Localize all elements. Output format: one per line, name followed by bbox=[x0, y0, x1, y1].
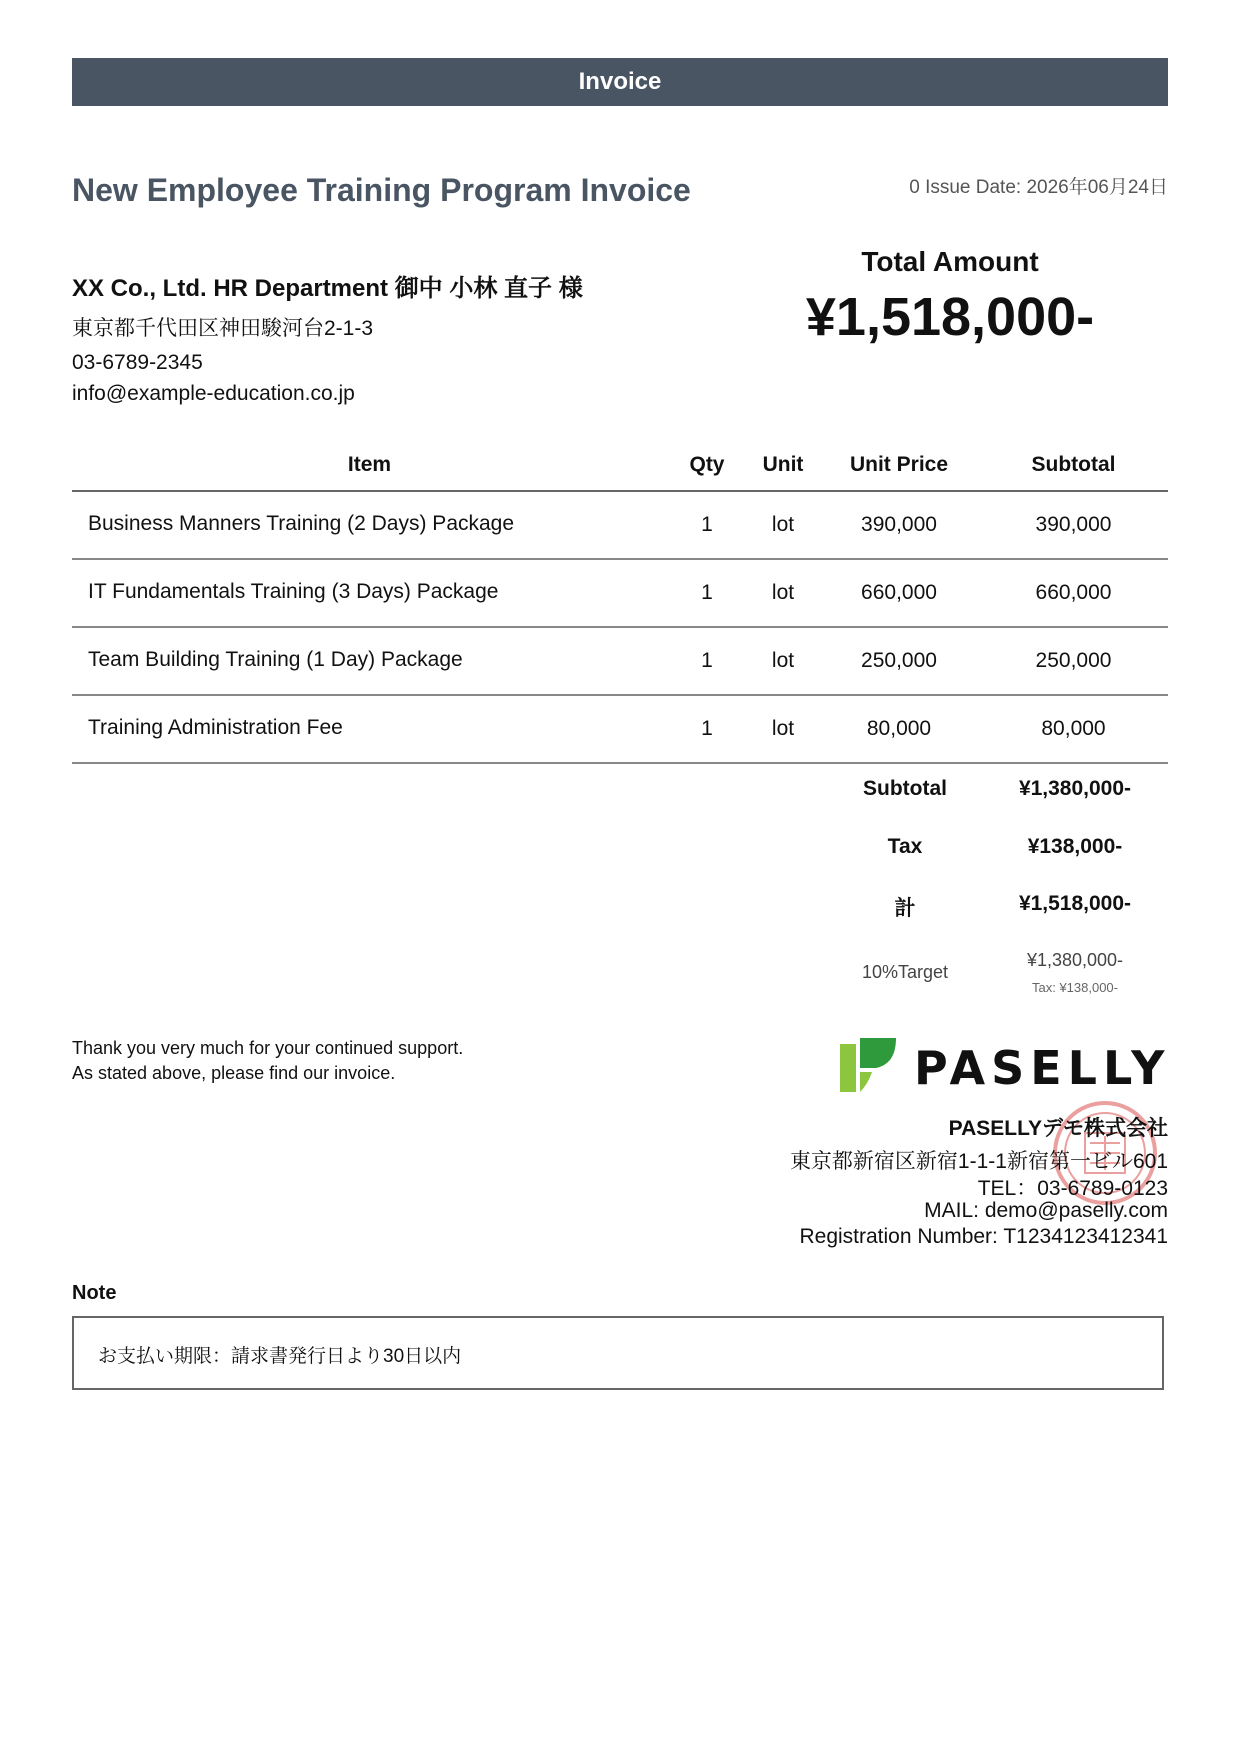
row-unit-price: 250,000 bbox=[819, 627, 979, 695]
thanks-line-2: As stated above, please find our invoice. bbox=[72, 1063, 396, 1083]
row-unit: lot bbox=[747, 695, 819, 763]
table-row bbox=[72, 559, 1168, 627]
row-unit-price: 660,000 bbox=[819, 559, 979, 627]
issuer-tel: TEL：03-6789-0123 bbox=[977, 1177, 1168, 1200]
header-unit-price: Unit Price bbox=[819, 440, 979, 491]
header-title: Invoice bbox=[578, 68, 662, 95]
thanks-line-1: Thank you very much for your continued support. bbox=[72, 1038, 464, 1058]
row-subtotal: 390,000 bbox=[979, 491, 1168, 559]
total-amount-value: ¥1,518,000- bbox=[805, 287, 1095, 347]
summary-total-label: 計 bbox=[894, 897, 916, 920]
summary-subtotal-label: Subtotal bbox=[863, 777, 947, 800]
row-subtotal: 80,000 bbox=[979, 695, 1168, 763]
issue-date: 0 Issue Date: 2026年06月24日 bbox=[909, 177, 1168, 198]
tax-target-tax: Tax: ¥138,000- bbox=[1031, 980, 1118, 995]
tax-target-label: 10%Target bbox=[861, 962, 949, 982]
header-item: Item bbox=[72, 440, 667, 491]
document-title: New Employee Training Program Invoice bbox=[72, 172, 691, 208]
row-qty: 1 bbox=[667, 695, 747, 763]
note-label: Note bbox=[72, 1282, 117, 1304]
row-subtotal: 660,000 bbox=[979, 559, 1168, 627]
issuer-address: 東京都新宿区新宿1-1-1新宿第一ビル601 bbox=[789, 1150, 1168, 1173]
row-unit: lot bbox=[747, 559, 819, 627]
header-subtotal: Subtotal bbox=[979, 440, 1168, 491]
row-unit-price: 80,000 bbox=[819, 695, 979, 763]
summary-subtotal-value: ¥1,380,000- bbox=[1018, 777, 1132, 800]
row-unit: lot bbox=[747, 491, 819, 559]
row-qty: 1 bbox=[667, 559, 747, 627]
row-qty: 1 bbox=[667, 627, 747, 695]
table-row bbox=[72, 627, 1168, 695]
row-unit-price: 390,000 bbox=[819, 491, 979, 559]
recipient-name: XX Co., Ltd. HR Department 御中 小林 直子 様 bbox=[72, 275, 583, 302]
paselly-logo bbox=[838, 1034, 1170, 1094]
table-row bbox=[72, 695, 1168, 763]
header-qty: Qty bbox=[667, 440, 747, 491]
note-box bbox=[72, 1316, 1164, 1390]
table-row bbox=[72, 491, 1168, 559]
summary-tax-label: Tax bbox=[887, 835, 923, 858]
tax-target-amount: ¥1,380,000- bbox=[1026, 950, 1124, 970]
row-item: Business Manners Training (2 Days) Package bbox=[72, 491, 667, 559]
summary-total-value: ¥1,518,000- bbox=[1018, 892, 1132, 915]
recipient-tel: 03-6789-2345 bbox=[72, 351, 203, 374]
issuer-mail: MAIL: demo@paselly.com bbox=[924, 1199, 1168, 1222]
recipient-address: 東京都千代田区神田駿河台2-1-3 bbox=[72, 317, 374, 340]
row-item: Team Building Training (1 Day) Package bbox=[72, 627, 667, 695]
row-subtotal: 250,000 bbox=[979, 627, 1168, 695]
header-bar bbox=[72, 58, 1168, 106]
logo-text: PASELLY bbox=[914, 1041, 1170, 1094]
issuer-company: PASELLYデモ株式会社 bbox=[948, 1117, 1168, 1140]
row-item: Training Administration Fee bbox=[72, 695, 667, 763]
total-amount-label: Total Amount bbox=[861, 246, 1039, 277]
items-table bbox=[72, 440, 1168, 764]
recipient-email: info@example-education.co.jp bbox=[72, 382, 355, 405]
row-unit: lot bbox=[747, 627, 819, 695]
note-text: お支払い期限：請求書発行日より30日以内 bbox=[98, 1346, 462, 1367]
row-item: IT Fundamentals Training (3 Days) Package bbox=[72, 559, 667, 627]
issuer-registration: Registration Number: T1234123412341 bbox=[799, 1225, 1168, 1248]
summary-tax-value: ¥138,000- bbox=[1027, 835, 1123, 858]
table-header-row bbox=[72, 440, 1168, 491]
header-unit: Unit bbox=[747, 440, 819, 491]
row-qty: 1 bbox=[667, 491, 747, 559]
